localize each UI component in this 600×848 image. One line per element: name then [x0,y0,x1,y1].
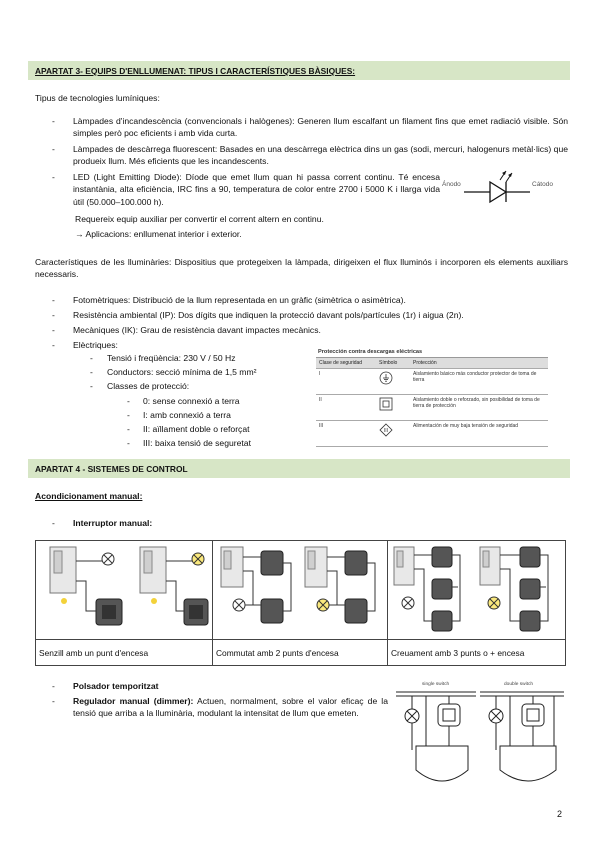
svg-text:III: III [383,428,389,435]
simple-switch-diagram [36,541,212,639]
prot-row-class: II [316,395,376,421]
bullet-dash: - [90,353,93,363]
two-way-switch-diagram [213,541,387,639]
crossover-switch-diagram [388,541,565,639]
tech-item-fluorescent: Làmpades de descàrrega fluorescent: Basades en una descàrrega elèctrica dins un gas (sodi, mercuri, halogenurs metàl·lics) que produeix llum. Més eficients que les incandescents. [73,144,568,167]
section3-band [28,61,570,80]
bullet-dash: - [127,424,130,434]
bullet-dash: - [52,681,55,691]
elec-item-voltage: Tensió i freqüència: 230 V / 50 Hz [107,353,236,363]
tech-heading: Tipus de tecnologies lumíniques: [35,93,160,103]
regulador-label: Regulador manual (dimmer): [73,696,194,706]
dimmer-double-label: double switch [504,682,534,687]
bullet-dash: - [52,310,55,320]
bullet-dash: - [127,396,130,406]
section3-title: APARTAT 3- EQUIPS D'ENLLUMENAT: TIPUS I CARACTERÍSTIQUES BÀSIQUES: [35,66,356,76]
caption-cell-simple [35,639,213,666]
led-extra-line2: → Aplicacions: enllumenat interior i exterior. [75,229,242,239]
caption-simple: Senzill amb un punt d'encesa [39,648,149,658]
prot-header-class: Clase de seguridad [316,358,376,369]
switch-label: Interruptor manual: [73,518,153,528]
bullet-dash: - [52,295,55,305]
bullet-dash: - [90,367,93,377]
led-diode-figure [440,168,570,208]
tech-item-led: LED (Light Emitting Diode): Díode que emet llum quan hi passa corrent continu. Té encesa instantània, alta eficiència, IRC fins a 90, temperatura de color entre 2700 i 5000 K i llarga vida útil (50.000–100.000 h). [73,172,440,207]
luminaires-text: Característiques de les lluminàries: Dispositius que protegeixen la làmpada, dirigeixen el flux lluminós i incorporen els elements auxiliars necessaris. [35,257,568,280]
prot-row-class: I [316,369,376,395]
section4-band [28,459,570,478]
lum-item-photometric: Fotomètriques: Distribució de la llum representada en un gràfic (simètrica o asimètrica). [73,295,406,305]
class-1: I: amb connexió a terra [143,410,231,420]
diagram-cell-two-way [212,540,388,640]
double-square-icon [376,395,410,421]
item-pulsador: Polsador temporitzat [73,681,159,691]
anode-label: Ánodo [442,181,461,188]
bullet-dash: - [52,696,55,706]
prot-header-symbol: Símbolo [376,358,410,369]
class-2: II: aïllament doble o reforçat [143,424,250,434]
bullet-dash: - [52,172,55,182]
item-regulador [73,695,388,720]
diamond-three-icon [376,421,410,447]
prot-row-text: Aislamiento básico más conductor protector de toma de tierra [410,369,548,395]
bullet-dash: - [52,340,55,350]
led-diode-icon [464,168,532,208]
bullet-dash: - [127,410,130,420]
page-number: 2 [557,809,563,819]
diagram-cell-crossover [387,540,566,640]
bullet-dash: - [52,325,55,335]
protection-table [316,347,548,447]
caption-two-way: Commutat amb 2 punts d'encesa [216,648,339,658]
bullet-dash: - [52,116,55,126]
led-extra-line1: Requereix equip auxiliar per convertir el corrent altern en continu. [75,214,324,224]
diagram-cell-simple [35,540,213,640]
caption-cell-two-way [212,639,388,666]
class-3: III: baixa tensió de seguretat [143,438,251,448]
dimmer-single-label: single switch [422,682,450,687]
dimmer-figure [396,682,568,792]
prot-row-text: Aislamiento doble o reforzado, sin posibilidad de toma de tierra de protección [410,395,548,421]
prot-row-text: Alimentación de muy baja tensión de seguridad [410,421,548,447]
manual-heading: Acondicionament manual: [35,491,143,501]
bullet-dash: - [52,518,55,528]
caption-crossover: Creuament amb 3 punts o + encesa [391,648,525,658]
section4-title: APARTAT 4 - SISTEMES DE CONTROL [35,464,188,474]
elec-item-conductors: Conductors: secció mínima de 1,5 mm² [107,367,257,377]
switch-diagram-table [35,540,566,666]
caption-cell-crossover [387,639,566,666]
prot-row-class: III [316,421,376,447]
earth-symbol-icon [376,369,410,395]
cathode-label: Cátodo [532,181,553,188]
prot-header-protection: Protección [410,358,548,369]
regulador-text: Actuen, normalment, sobre el valor eficaç de la tensió que arriba a la lluminària, modulant la intensitat de llum que emeten. [73,696,388,719]
class-0: 0: sense connexió a terra [143,396,240,406]
lum-item-ik: Mecàniques (IK): Grau de resistència davant impactes mecànics. [73,325,321,335]
bullet-dash: - [127,438,130,448]
lum-item-electrical: Elèctriques: [73,340,118,350]
elec-item-classes: Classes de protecció: [107,381,190,391]
bullet-dash: - [52,144,55,154]
protection-table-caption: Protección contra descargas eléctricas [316,347,548,358]
tech-item-incandescent: Làmpades d'incandescència (convencionals i halògenes): Generen llum escalfant un filament fins que emet radiació visible. Són simples però poc eficients i amb vida curta. [73,116,568,139]
dimmer-wiring-diagram [396,688,568,792]
bullet-dash: - [90,381,93,391]
lum-item-ip: Resistència ambiental (IP): Dos dígits que indiquen la protecció davant pols/partícules (1r) i aigua (2n). [73,310,464,320]
